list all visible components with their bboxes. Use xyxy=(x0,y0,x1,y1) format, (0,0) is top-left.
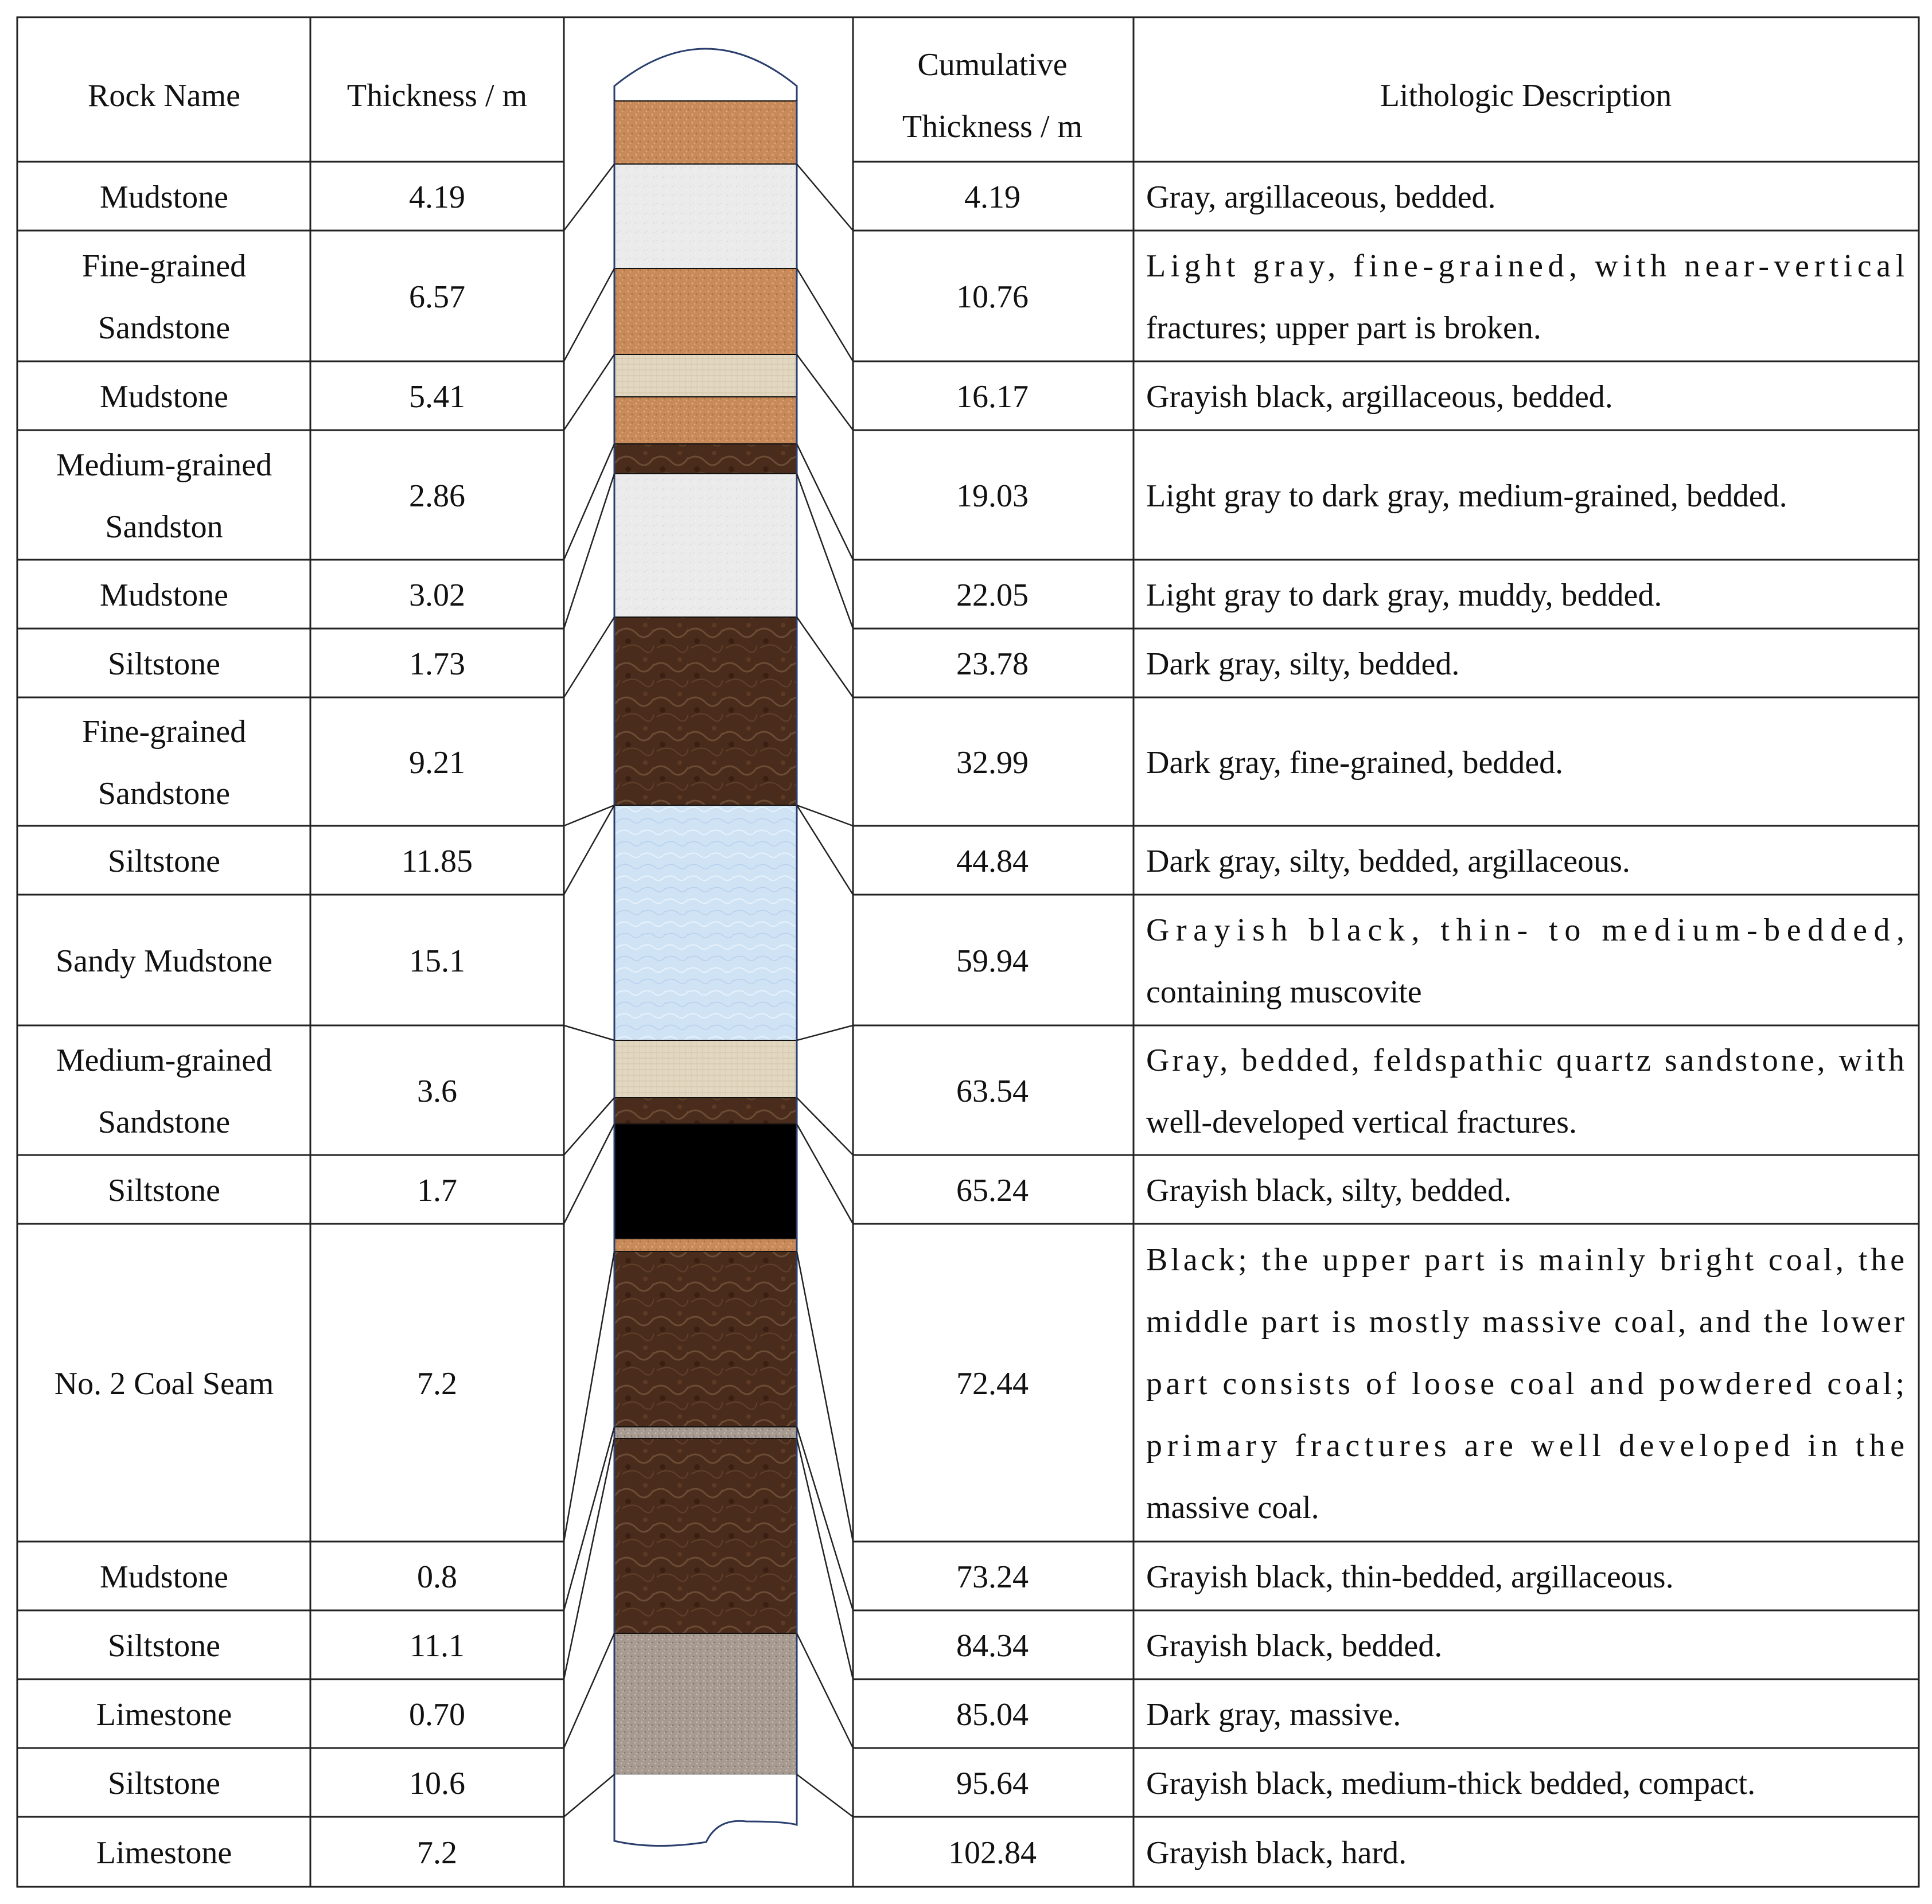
rock-name-cell: Mudstone xyxy=(100,578,228,613)
table-headers xyxy=(88,47,1672,145)
thickness-cell: 6.57 xyxy=(409,279,465,315)
thickness-cell: 15.1 xyxy=(409,943,465,979)
layer-sandstone xyxy=(614,268,797,354)
cumulative-cell: 72.44 xyxy=(956,1366,1029,1402)
connector-line-left xyxy=(564,1427,614,1610)
cumulative-cell: 95.64 xyxy=(956,1766,1029,1801)
rock-name-cell: Mudstone xyxy=(100,1559,228,1595)
description-cell: Dark gray, massive. xyxy=(1146,1697,1401,1733)
table-row xyxy=(100,1559,1674,1595)
description-cell: well-developed vertical fractures. xyxy=(1146,1105,1577,1140)
layer-medium-sandstone xyxy=(614,1040,797,1098)
rock-name-cell: Fine-grained xyxy=(81,714,247,750)
table-row xyxy=(100,180,1496,215)
layer-siltstone xyxy=(614,1251,797,1427)
description-cell: Grayish black, hard. xyxy=(1146,1835,1407,1871)
layer-coal-seam xyxy=(614,1124,797,1239)
cumulative-cell: 19.03 xyxy=(956,478,1029,514)
rock-name-cell: Siltstone xyxy=(107,1173,221,1208)
connector-line-left xyxy=(564,444,614,560)
cumulative-cell: 4.19 xyxy=(964,180,1020,215)
description-cell: containing muscovite xyxy=(1146,974,1422,1010)
thickness-cell: 4.19 xyxy=(409,180,465,215)
connector-line-right xyxy=(797,617,853,697)
header-lithologic-description: Lithologic Description xyxy=(1380,78,1672,114)
header-thickness: Thickness / m xyxy=(346,78,528,114)
connector-line-right xyxy=(797,1098,853,1155)
rock-name-cell: Medium-grained xyxy=(56,1043,272,1078)
cumulative-cell: 59.94 xyxy=(956,943,1029,979)
description-cell: Light gray to dark gray, medium-grained, bedded. xyxy=(1146,478,1787,514)
description-cell: Grayish black, medium-thick bedded, compact. xyxy=(1146,1766,1756,1801)
cumulative-cell: 32.99 xyxy=(956,745,1029,781)
layer-sandstone xyxy=(614,1239,797,1251)
layer-sandstone xyxy=(614,101,797,164)
rock-name-cell: Limestone xyxy=(96,1697,232,1733)
table-row xyxy=(56,447,1787,545)
layer-mudstone xyxy=(614,164,797,268)
description-cell: part consists of loose coal and powdered coal; xyxy=(1146,1366,1904,1402)
cumulative-cell: 16.17 xyxy=(956,379,1029,415)
table-row xyxy=(100,379,1613,415)
thickness-cell: 7.2 xyxy=(417,1366,457,1402)
connector-line-left xyxy=(564,1025,614,1040)
connector-line-right xyxy=(797,474,853,629)
layer-limestone xyxy=(614,1427,797,1438)
cumulative-cell: 85.04 xyxy=(956,1697,1029,1733)
layer-limestone xyxy=(614,1633,797,1774)
connector-line-left xyxy=(564,474,614,629)
table-row xyxy=(54,1242,1905,1525)
rock-name-cell: Fine-grained xyxy=(81,248,247,284)
cumulative-cell: 73.24 xyxy=(956,1559,1029,1595)
connector-line-left xyxy=(564,164,614,231)
thickness-cell: 1.73 xyxy=(409,646,465,682)
connector-line-left xyxy=(564,268,614,361)
rock-name-cell: Siltstone xyxy=(107,646,221,682)
column-top-cap xyxy=(614,49,797,101)
connector-line-left xyxy=(564,1251,614,1542)
stratigraphic-column xyxy=(614,49,797,1846)
description-cell: Grayish black, thin- to medium-bedded, xyxy=(1146,912,1905,948)
description-cell: Grayish black, argillaceous, bedded. xyxy=(1146,379,1613,415)
rock-name-cell: Sandstone xyxy=(98,1105,231,1140)
rock-name-cell: Mudstone xyxy=(100,180,228,215)
table-row xyxy=(100,578,1662,613)
description-cell: primary fractures are well developed in the xyxy=(1146,1428,1904,1464)
connector-line-right xyxy=(797,164,853,231)
header-rock-name: Rock Name xyxy=(88,78,240,114)
connector-line-left xyxy=(564,1633,614,1748)
layer-siltstone xyxy=(614,444,797,474)
connector-line-right xyxy=(797,268,853,361)
table-row xyxy=(56,1043,1904,1140)
thickness-cell: 1.7 xyxy=(417,1173,457,1208)
layer-siltstone xyxy=(614,1438,797,1633)
layer-siltstone xyxy=(614,617,797,805)
rock-name-cell: Siltstone xyxy=(107,844,221,879)
connector-line-left xyxy=(564,805,614,895)
table-row xyxy=(108,1766,1755,1801)
connector-line-left xyxy=(564,354,614,430)
table-row xyxy=(82,248,1904,346)
cumulative-cell: 10.76 xyxy=(956,279,1029,315)
thickness-cell: 0.8 xyxy=(417,1559,457,1595)
header-cumulative-line1: Cumulative xyxy=(917,47,1068,83)
rock-name-cell: Siltstone xyxy=(107,1628,221,1664)
description-cell: Light gray to dark gray, muddy, bedded. xyxy=(1146,578,1662,613)
thickness-cell: 0.70 xyxy=(409,1697,465,1733)
connector-line-left xyxy=(564,1124,614,1224)
connector-line-left xyxy=(564,617,614,697)
layer-sandstone xyxy=(614,397,797,444)
layer-sandy-mudstone xyxy=(614,805,797,1040)
connector-line-right xyxy=(797,1438,853,1679)
connector-line-left xyxy=(564,805,614,826)
thickness-cell: 2.86 xyxy=(409,478,465,514)
description-cell: Grayish black, thin-bedded, argillaceous. xyxy=(1146,1559,1674,1595)
connector-line-right xyxy=(797,1251,853,1542)
connector-line-right xyxy=(797,444,853,560)
thickness-cell: 9.21 xyxy=(409,745,465,781)
cumulative-cell: 22.05 xyxy=(956,578,1029,613)
layer-siltstone xyxy=(614,1098,797,1124)
rock-name-cell: Sandston xyxy=(105,509,223,545)
connector-line-left xyxy=(564,1774,614,1817)
thickness-cell: 5.41 xyxy=(409,379,465,415)
rock-name-cell: Sandstone xyxy=(98,776,231,811)
description-cell: Dark gray, fine-grained, bedded. xyxy=(1146,745,1564,781)
description-cell: Dark gray, silty, bedded. xyxy=(1146,646,1460,682)
table-row xyxy=(96,1835,1407,1871)
description-cell: middle part is mostly massive coal, and the lower xyxy=(1146,1304,1904,1340)
description-cell: Grayish black, silty, bedded. xyxy=(1146,1173,1512,1208)
table-row xyxy=(108,844,1630,879)
rock-name-cell: Mudstone xyxy=(100,379,228,415)
description-cell: Gray, bedded, feldspathic quartz sandstone, with xyxy=(1146,1043,1904,1078)
rock-name-cell: Sandy Mudstone xyxy=(56,943,272,979)
connector-line-right xyxy=(797,354,853,430)
rock-name-cell: Sandstone xyxy=(98,310,231,346)
description-cell: Light gray, fine-grained, with near-vertical xyxy=(1146,248,1904,284)
layer-mudstone xyxy=(614,474,797,617)
connector-line-right xyxy=(797,1774,853,1817)
cumulative-cell: 102.84 xyxy=(948,1835,1037,1871)
thickness-cell: 11.85 xyxy=(402,844,473,879)
connector-line-right xyxy=(797,1025,853,1040)
rock-name-cell: No. 2 Coal Seam xyxy=(54,1366,274,1402)
rock-name-cell: Medium-grained xyxy=(56,447,272,483)
table-row xyxy=(108,1173,1512,1208)
description-cell: Grayish black, bedded. xyxy=(1146,1628,1443,1664)
table-row xyxy=(56,912,1904,1010)
layer-medium-sandstone xyxy=(614,354,797,397)
cumulative-cell: 65.24 xyxy=(956,1173,1029,1208)
header-cumulative-line2: Thickness / m xyxy=(902,109,1083,145)
cumulative-cell: 23.78 xyxy=(956,646,1029,682)
thickness-cell: 3.02 xyxy=(409,578,465,613)
rock-name-cell: Siltstone xyxy=(107,1766,221,1801)
thickness-cell: 3.6 xyxy=(417,1074,457,1109)
description-cell: Gray, argillaceous, bedded. xyxy=(1146,180,1496,215)
connector-line-right xyxy=(797,1633,853,1748)
connector-line-right xyxy=(797,805,853,895)
description-cell: Black; the upper part is mainly bright coal, the xyxy=(1146,1242,1904,1278)
cumulative-cell: 84.34 xyxy=(956,1628,1029,1664)
cumulative-cell: 63.54 xyxy=(956,1074,1029,1109)
description-cell: massive coal. xyxy=(1146,1490,1319,1525)
thickness-cell: 10.6 xyxy=(409,1766,465,1801)
column-bottom-cap xyxy=(614,1774,797,1846)
thickness-cell: 7.2 xyxy=(417,1835,457,1871)
connector-line-right xyxy=(797,1124,853,1224)
thickness-cell: 11.1 xyxy=(410,1628,465,1664)
connector-line-left xyxy=(564,1098,614,1155)
connector-line-right xyxy=(797,805,853,826)
description-cell: fractures; upper part is broken. xyxy=(1146,310,1541,346)
description-cell: Dark gray, silty, bedded, argillaceous. xyxy=(1146,844,1630,879)
cumulative-cell: 44.84 xyxy=(956,844,1029,879)
connector-line-left xyxy=(564,1438,614,1679)
rock-name-cell: Limestone xyxy=(96,1835,232,1871)
table-row xyxy=(82,714,1563,811)
connector-line-right xyxy=(797,1427,853,1610)
